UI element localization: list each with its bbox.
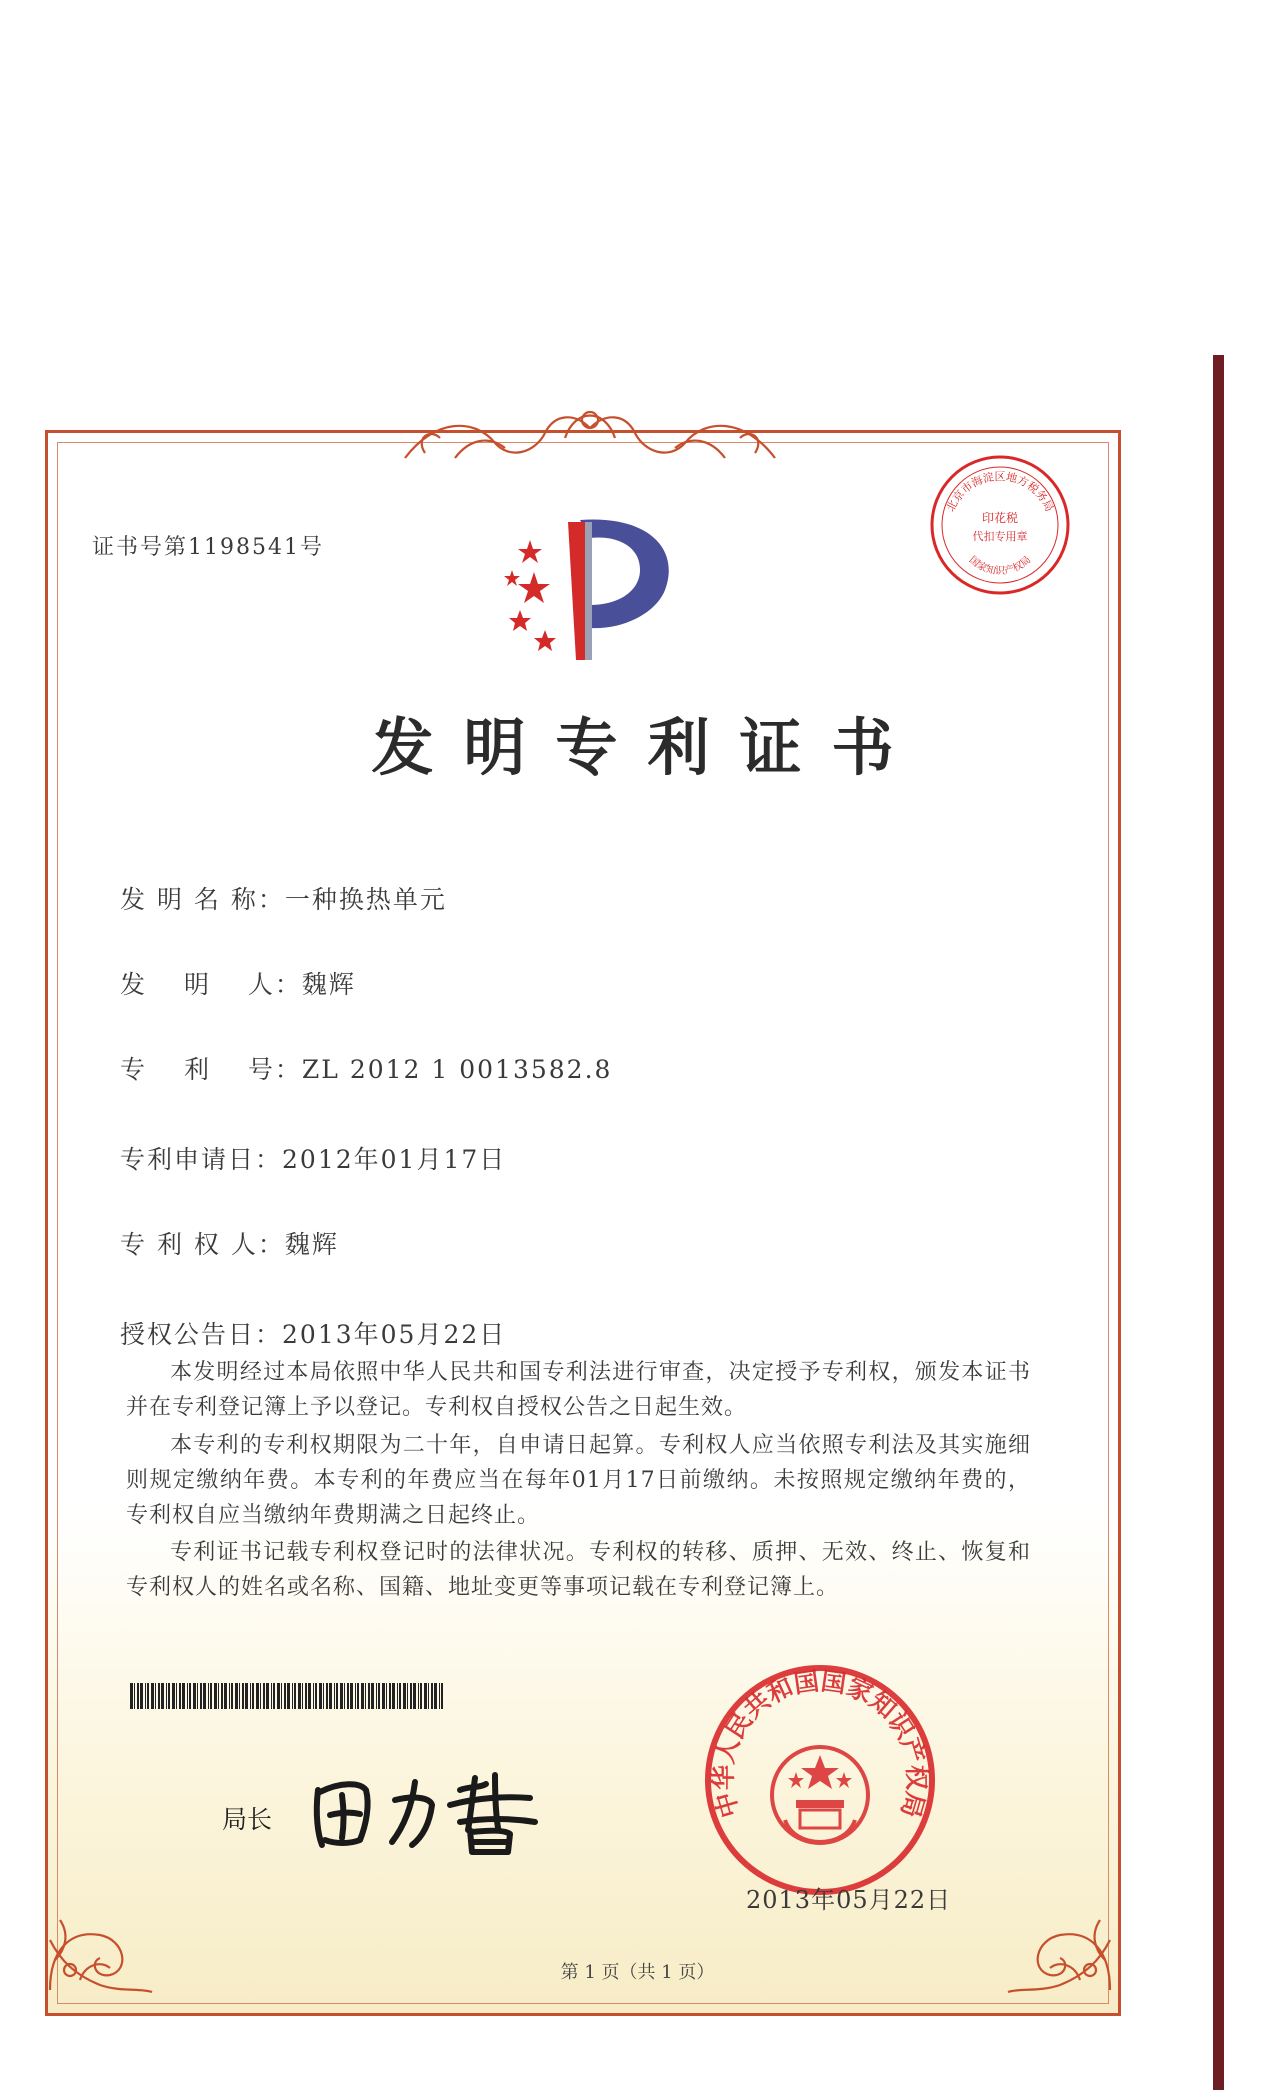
certificate-number: 证书号第1198541号 [92,535,324,560]
barcode-bar [208,1683,209,1709]
field-row [120,1050,612,1086]
barcode-bar [323,1683,324,1709]
barcode-bar [203,1683,206,1709]
barcode-bar [214,1683,217,1709]
barcode-bar [329,1683,332,1709]
barcode-bar [407,1683,408,1709]
barcode-bar [158,1683,160,1709]
barcode-bar [155,1683,156,1709]
barcode-bar [371,1683,374,1709]
barcode-bar [130,1683,133,1709]
barcode-bar [340,1683,343,1709]
barcode-bar [176,1683,177,1709]
barcode [130,1683,443,1709]
barcode-bar [413,1683,416,1709]
barcode-bar [326,1683,328,1709]
barcode-bar [336,1683,338,1709]
field-value: 2012年01月17日 [282,1145,507,1174]
barcode-bar [319,1683,322,1709]
barcode-bar [439,1683,440,1709]
barcode-bar [347,1683,349,1709]
barcode-bar [140,1683,143,1709]
field-label: 专利申请日： [120,1145,283,1174]
tax-stamp [925,450,1075,600]
barcode-bar [428,1683,429,1709]
top-ornament [395,398,785,468]
barcode-bar [224,1683,227,1709]
barcode-bar [245,1683,248,1709]
body-paragraph: 本专利的专利权期限为二十年，自申请日起算。专利权人应当依照专利法及其实施细则规定缴纳年费。本专利的年费应当在每年01月17日前缴纳。未按照规定缴纳年费的，专利权自应当缴纳年费期满之日起终止。 [126,1433,1031,1528]
barcode-bar [256,1683,259,1709]
body-paragraph: 本发明经过本局依照中华人民共和国专利法进行审查，决定授予专利权，颁发本证书并在专利登记簿上予以登记。专利权自授权公告之日起生效。 [126,1360,1031,1420]
barcode-bar [397,1683,398,1709]
barcode-bar [315,1683,317,1709]
seal-date: 2013年05月22日 [746,1886,952,1914]
svg-text:北京市海淀区地方税务局 [944,469,1056,513]
field-label: 授权公告日： [120,1320,283,1349]
field-label: 专 利 权 人： [120,1230,285,1259]
field-value: 2013年05月22日 [282,1320,507,1349]
field-row [120,1225,339,1261]
barcode-bar [281,1683,282,1709]
barcode-bar [302,1683,303,1709]
field-value: 一种换热单元 [284,885,447,914]
field-label: 发 明 人： [120,970,302,999]
barcode-bar [305,1683,307,1709]
tax-stamp-center-2: 代扣专用章 [972,530,1028,543]
barcode-bar [263,1683,265,1709]
barcode-bar [294,1683,296,1709]
barcode-bar [431,1683,433,1709]
svg-text:国家知识产权局 [967,554,1034,577]
director-signature [300,1760,560,1860]
barcode-bar [308,1683,311,1709]
field-row [120,1315,506,1351]
field-label: 发 明 名 称： [120,885,285,914]
field-row [120,880,447,916]
barcode-bar [350,1683,353,1709]
barcode-bar [424,1683,427,1709]
barcode-bar [166,1683,167,1709]
barcode-bar [277,1683,280,1709]
barcode-bar [399,1683,401,1709]
barcode-bar [147,1683,149,1709]
body-paragraph: 专利证书记载专利权登记时的法律状况。专利权的转移、质押、无效、终止、恢复和专利权人的姓名或名称、国籍、地址变更等事项记载在专利登记簿上。 [126,1540,1031,1600]
barcode-bar [182,1683,185,1709]
barcode-bar [365,1683,366,1709]
barcode-bar [368,1683,370,1709]
barcode-bar [313,1683,314,1709]
barcode-bar [189,1683,191,1709]
barcode-bar [271,1683,272,1709]
barcode-bar [344,1683,345,1709]
barcode-bar [266,1683,269,1709]
barcode-bar [193,1683,196,1709]
barcode-bar [386,1683,387,1709]
barcode-bar [292,1683,293,1709]
barcode-bar [229,1683,230,1709]
barcode-bar [403,1683,406,1709]
barcode-bar [361,1683,364,1709]
director-label: 局长 [222,1805,273,1834]
barcode-bar [410,1683,412,1709]
barcode-bar [418,1683,419,1709]
tax-stamp-bottom-text: 国家知识产权局 [966,554,1034,578]
certificate-inner-border [57,442,1109,2004]
tax-stamp-center-1: 印花税 [981,511,1019,525]
barcode-bar [382,1683,385,1709]
barcode-bar [137,1683,139,1709]
barcode-bar [218,1683,219,1709]
page-indicator: 第 1 页（共 1 页） [560,1962,715,1983]
barcode-bar [250,1683,251,1709]
barcode-bar [134,1683,135,1709]
tax-stamp-ring-text: 北京市海淀区地方税务局 [943,470,1057,514]
barcode-bar [210,1683,212,1709]
field-value: 魏辉 [284,1230,339,1259]
barcode-bar [172,1683,175,1709]
field-value: 魏辉 [301,970,356,999]
barcode-bar [151,1683,154,1709]
barcode-bar [284,1683,286,1709]
field-value: ZL 2012 1 0013582.8 [301,1055,613,1084]
barcode-bar [235,1683,238,1709]
barcode-bar [378,1683,380,1709]
cnipa-seal [700,1660,940,1900]
barcode-bar [389,1683,391,1709]
field-label: 专 利 号： [120,1055,302,1084]
patent-office-logo [490,510,690,670]
barcode-bar [420,1683,422,1709]
barcode-bar [392,1683,395,1709]
barcode-bar [260,1683,261,1709]
barcode-bar [287,1683,290,1709]
barcode-bar [168,1683,170,1709]
barcode-bar [298,1683,301,1709]
barcode-bar [376,1683,377,1709]
document-title: 发明专利证书 [371,711,924,784]
barcode-bar [179,1683,181,1709]
barcode-bar [145,1683,146,1709]
svg-text:中华人民共和国国家知识产权局 [709,1666,931,1820]
barcode-bar [441,1683,443,1709]
barcode-bar [221,1683,223,1709]
field-row [120,965,356,1001]
barcode-bar [252,1683,254,1709]
barcode-bar [355,1683,356,1709]
barcode-bar [334,1683,335,1709]
barcode-bar [187,1683,188,1709]
seal-ring-text: 中华人民共和国国家知识产权局 [708,1666,932,1821]
barcode-bar [434,1683,437,1709]
barcode-bar [357,1683,359,1709]
barcode-bar [273,1683,275,1709]
field-row [120,1140,506,1176]
barcode-bar [239,1683,240,1709]
scan-edge-bar [1213,355,1224,2090]
barcode-bar [242,1683,244,1709]
barcode-bar [161,1683,164,1709]
barcode-bar [200,1683,202,1709]
barcode-bar [197,1683,198,1709]
barcode-bar [231,1683,233,1709]
